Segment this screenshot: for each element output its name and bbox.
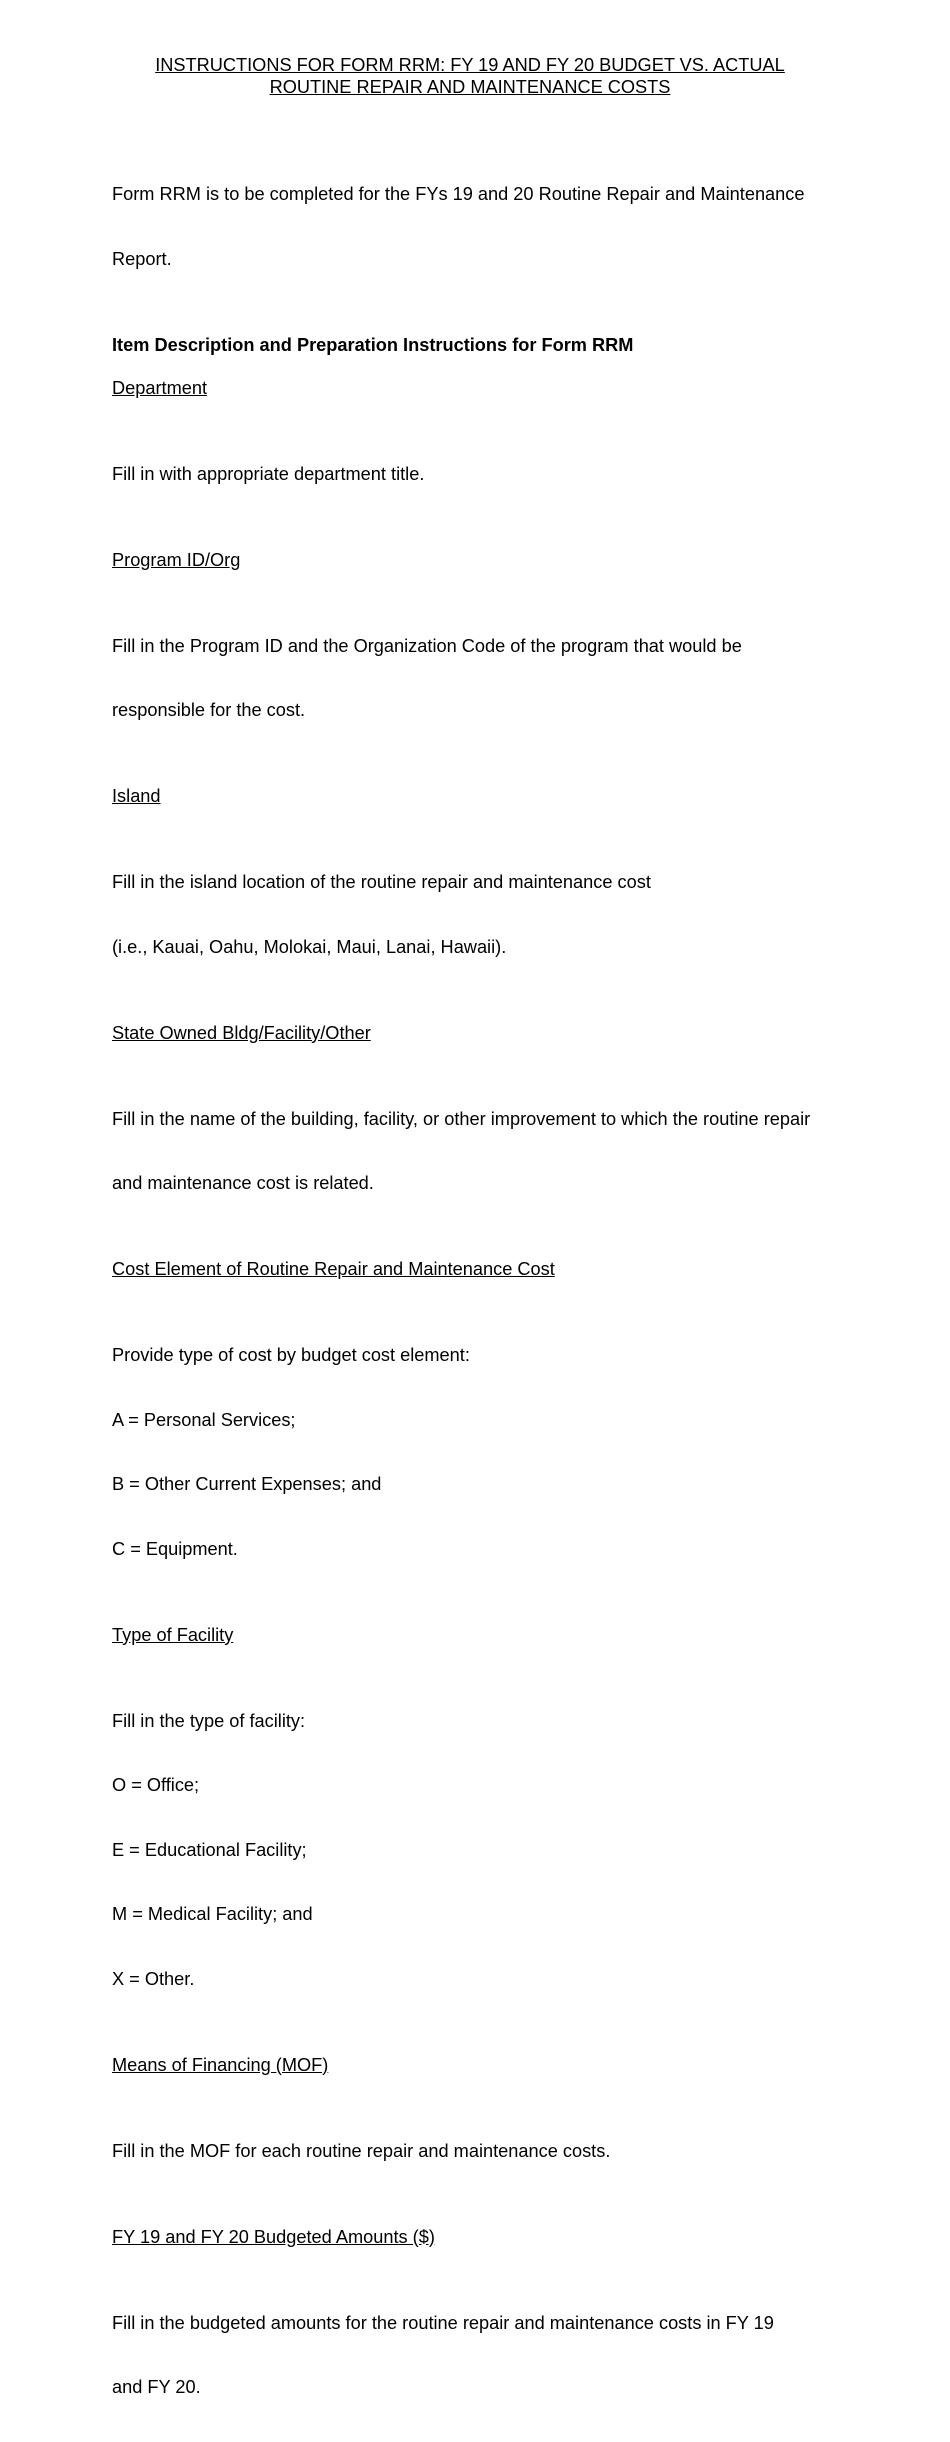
section-body-state-owned-bldg (112, 1066, 842, 1238)
section-body-mof (112, 2098, 842, 2206)
intro-line: Report. (112, 248, 172, 269)
body-line: Fill in the MOF for each routine repair and maintenance costs. (112, 2140, 611, 2161)
document-page (112, 55, 842, 2442)
body-line: (i.e., Kauai, Oahu, Molokai, Maui, Lanai, Hawaii). (112, 936, 507, 957)
section-body-cost-element (112, 1302, 842, 1603)
section-heading-department: Department (112, 377, 208, 398)
section-heading-state-owned-bldg: State Owned Bldg/Facility/Other (112, 1022, 371, 1043)
section-heading-cost-element: Cost Element of Routine Repair and Maintenance Cost (112, 1259, 555, 1279)
section-body-type-of-facility (112, 1668, 842, 2034)
body-line: A = Personal Services; (112, 1409, 296, 1430)
body-line: Fill in the island location of the routine repair and maintenance cost (112, 872, 651, 892)
section-body-budgeted-amounts (112, 2270, 842, 2442)
intro-line: Form RRM is to be completed for the FYs 19 and 20 Routine Repair and Maintenance (112, 184, 805, 204)
main-heading: Item Description and Preparation Instructions for Form RRM (112, 334, 634, 355)
body-line: Provide type of cost by budget cost element: (112, 1345, 470, 1365)
section-heading-island: Island (112, 786, 161, 806)
section-body-program-id (112, 593, 842, 765)
title-line: ROUTINE REPAIR AND MAINTENANCE COSTS (269, 76, 671, 97)
section-heading-mof: Means of Financing (MOF) (112, 2054, 329, 2075)
section-body-department (112, 421, 842, 529)
body-line: B = Other Current Expenses; and (112, 1474, 382, 1494)
section-heading-type-of-facility: Type of Facility (112, 1624, 234, 1645)
section-body-island (112, 829, 842, 1001)
body-line: Fill in the Program ID and the Organization Code of the program that would be (112, 635, 742, 656)
body-line: Fill in the type of facility: (112, 1710, 306, 1731)
section-heading-budgeted-amounts: FY 19 and FY 20 Budgeted Amounts ($) (112, 2226, 435, 2247)
body-line: M = Medical Facility; and (112, 1904, 313, 1924)
body-line: E = Educational Facility; (112, 1839, 307, 1860)
section-heading-program-id: Program ID/Org (112, 549, 241, 570)
body-line: responsible for the cost. (112, 700, 306, 720)
body-line: Fill in the name of the building, facility, or other improvement to which the routine repair (112, 1108, 811, 1129)
body-line: C = Equipment. (112, 1538, 238, 1559)
body-line: and maintenance cost is related. (112, 1173, 374, 1193)
body-line: Fill in with appropriate department title. (112, 463, 425, 484)
document-title (112, 55, 828, 98)
body-line: O = Office; (112, 1775, 200, 1795)
intro-paragraph (112, 141, 842, 313)
body-line: Fill in the budgeted amounts for the routine repair and maintenance costs in FY 19 (112, 2312, 774, 2333)
title-line: INSTRUCTIONS FOR FORM RRM: FY 19 AND FY 20 BUDGET VS. ACTUAL (155, 55, 785, 75)
body-line: and FY 20. (112, 2377, 201, 2397)
body-line: X = Other. (112, 1968, 195, 1989)
